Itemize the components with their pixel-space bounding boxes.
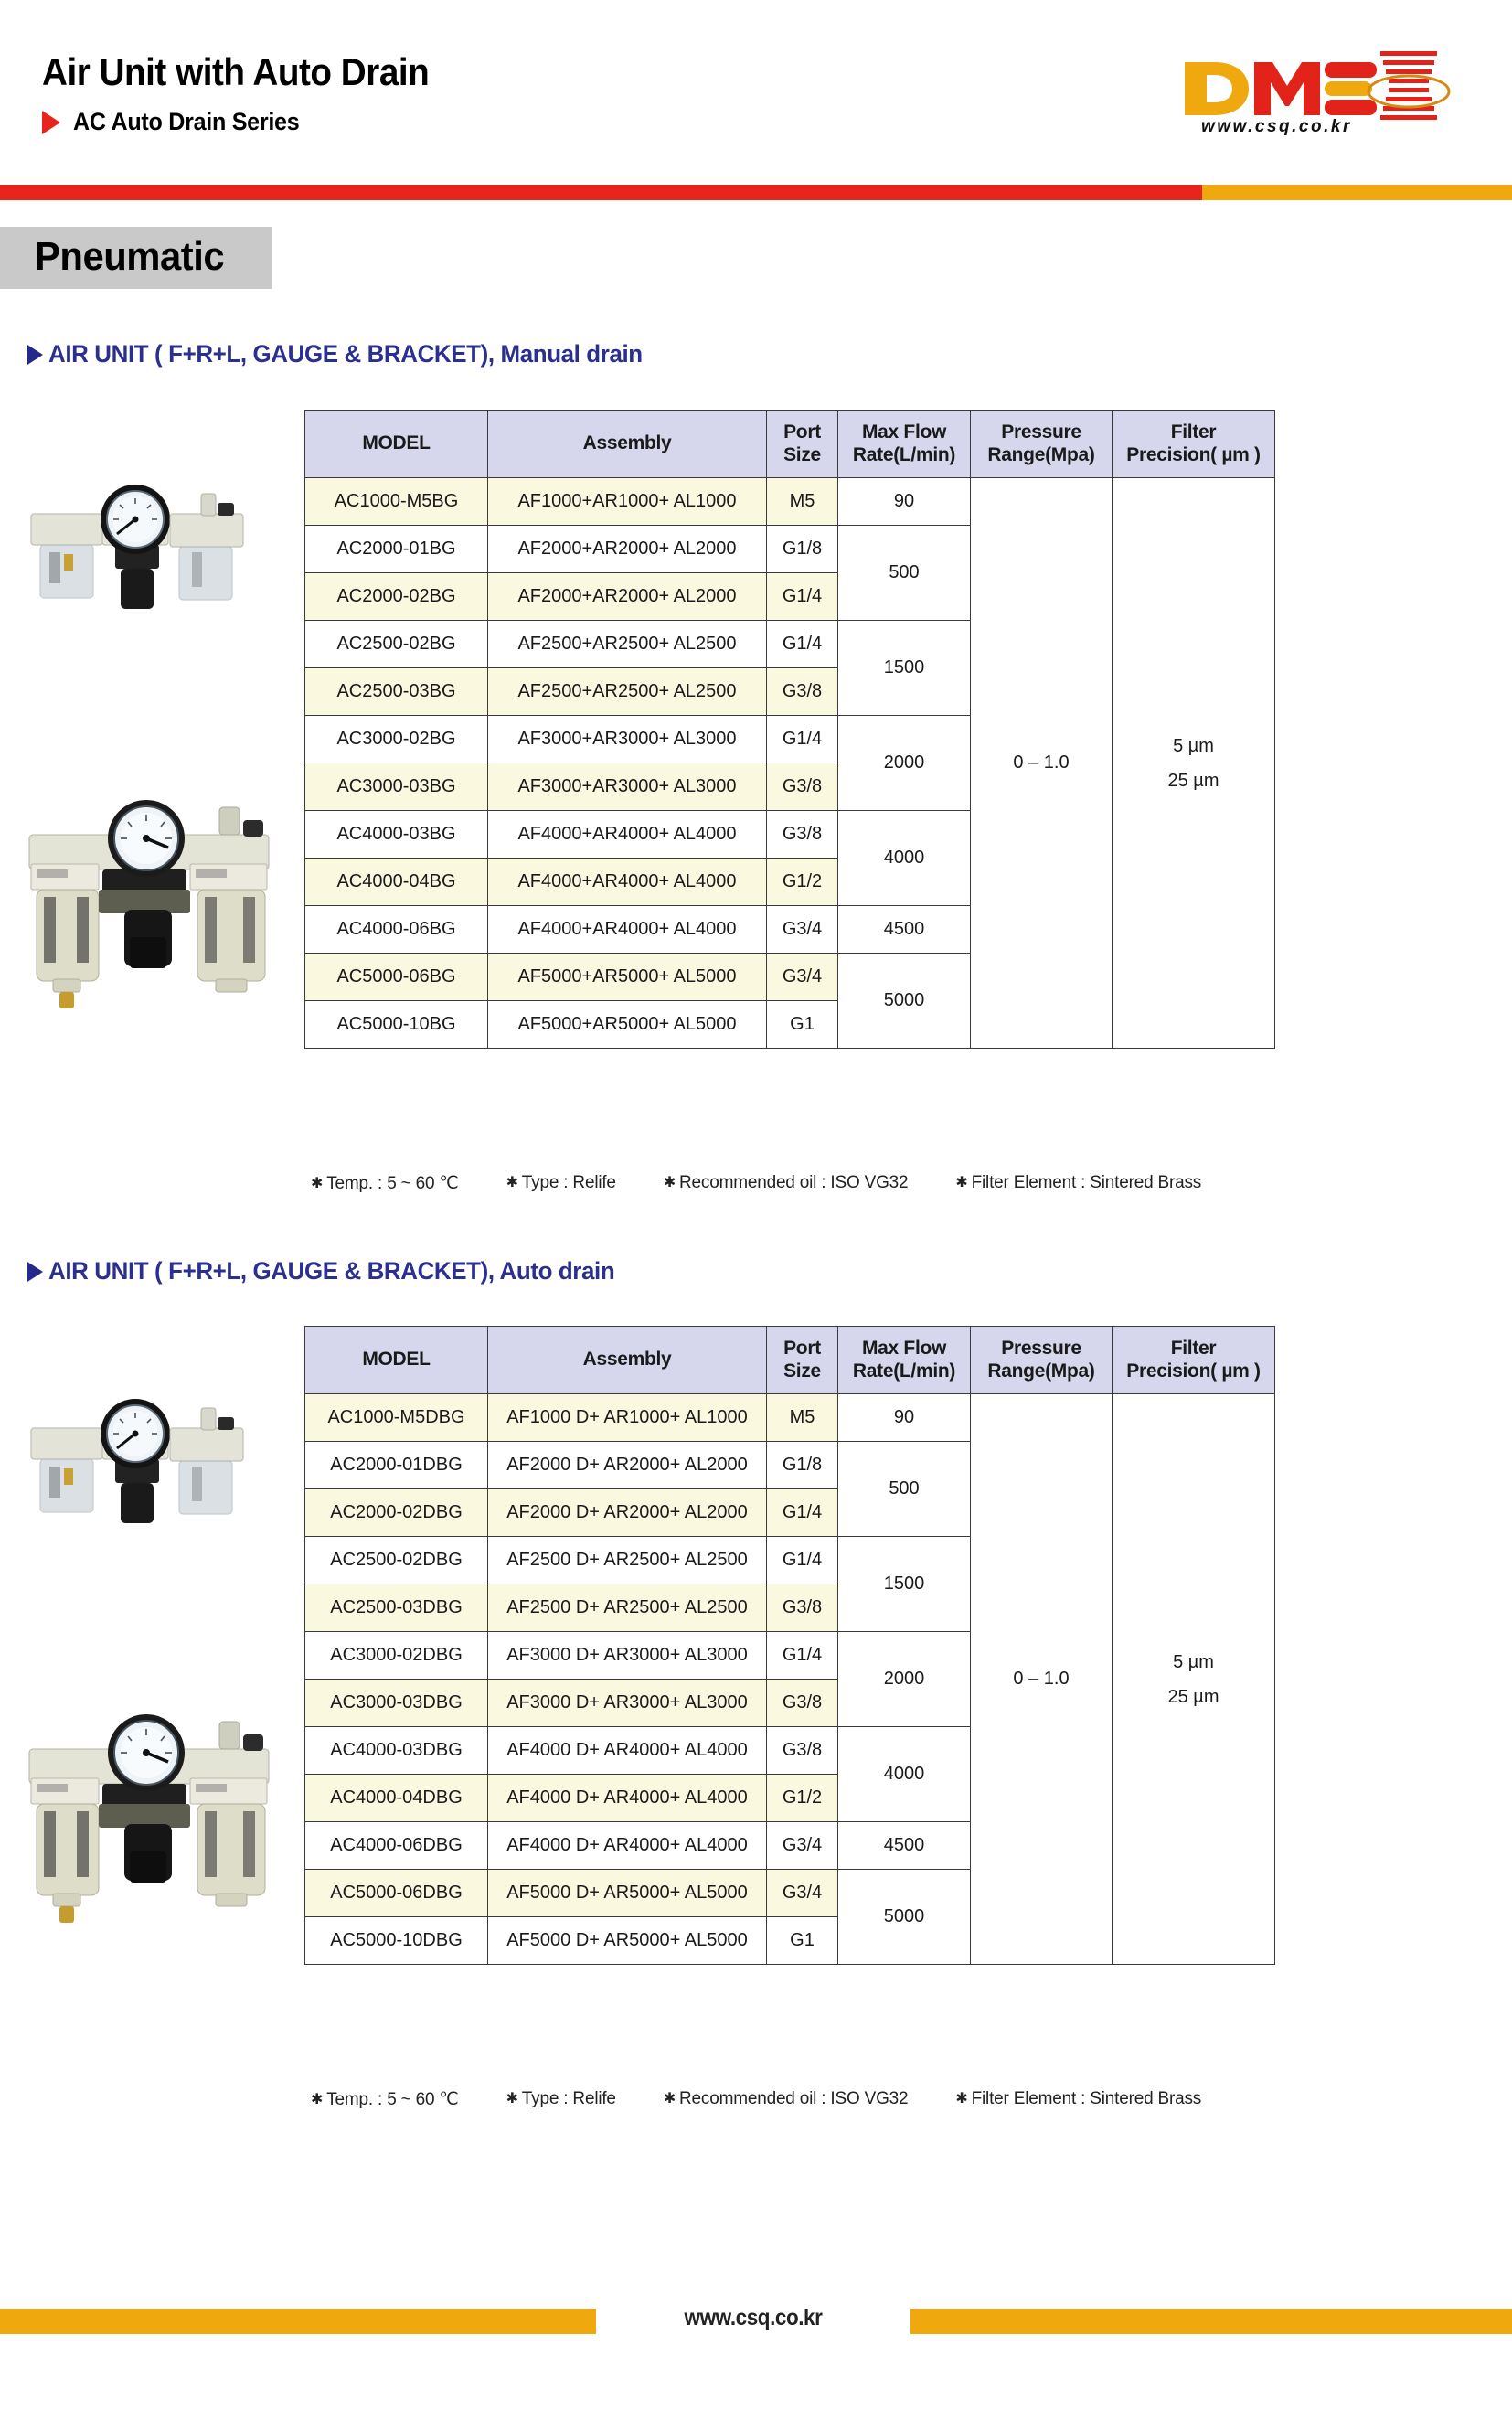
title-block (42, 50, 463, 136)
cell-port-size: G1/2 (767, 1775, 838, 1822)
cell-model: AC4000-06BG (305, 906, 488, 954)
header-divider (0, 185, 1512, 200)
cell-filter-precision (1113, 478, 1275, 1049)
cell-model: AC4000-03BG (305, 811, 488, 859)
cell-assembly: AF4000+AR4000+ AL4000 (488, 859, 767, 906)
cell-port-size: G1/4 (767, 1632, 838, 1680)
cell-port-size: G1/4 (767, 1537, 838, 1584)
cell-port-size: G3/8 (767, 763, 838, 811)
cell-model: AC3000-03DBG (305, 1680, 488, 1727)
col-header-port-size: Port Size (767, 411, 838, 478)
cell-pressure-range: 0 – 1.0 (971, 1394, 1113, 1965)
cell-assembly: AF3000+AR3000+ AL3000 (488, 763, 767, 811)
cell-assembly: AF4000 D+ AR4000+ AL4000 (488, 1822, 767, 1870)
col-header-model: MODEL (305, 411, 488, 478)
page-title: Air Unit with Auto Drain (42, 50, 430, 93)
section-heading-label: AIR UNIT ( F+R+L, GAUGE & BRACKET), Auto drain (48, 1257, 615, 1285)
cell-model: AC2000-01BG (305, 526, 488, 573)
footnotes-auto-drain (311, 2089, 1201, 2110)
product-photo-frl-auto-small (13, 1371, 287, 1536)
cell-assembly: AF5000+AR5000+ AL5000 (488, 954, 767, 1001)
pneumatic-banner-wrap (0, 227, 286, 289)
cell-port-size: G3/4 (767, 1870, 838, 1917)
cell-model: AC2500-02BG (305, 621, 488, 668)
col-header-model: MODEL (305, 1327, 488, 1394)
cell-model: AC2000-02DBG (305, 1489, 488, 1537)
cell-model: AC1000-M5BG (305, 478, 488, 526)
triangle-bullet-icon (27, 345, 43, 365)
section-heading-manual-drain (27, 340, 667, 368)
asterisk-icon: ✱ (506, 1175, 518, 1190)
cell-port-size: G1/4 (767, 1489, 838, 1537)
cell-port-size: M5 (767, 1394, 838, 1442)
cell-port-size: G1/4 (767, 573, 838, 621)
cell-max-flow-rate: 4000 (838, 1727, 971, 1822)
cell-model: AC2000-02BG (305, 573, 488, 621)
cell-assembly: AF2000 D+ AR2000+ AL2000 (488, 1489, 767, 1537)
cell-assembly: AF2500+AR2500+ AL2500 (488, 621, 767, 668)
spec-table-manual-drain (304, 410, 1275, 1049)
col-header-assembly: Assembly (488, 411, 767, 478)
cell-max-flow-rate: 4500 (838, 906, 971, 954)
cell-max-flow-rate: 90 (838, 1394, 971, 1442)
cell-port-size: G1/4 (767, 716, 838, 763)
dme-logo (1176, 35, 1477, 135)
cell-assembly: AF4000+AR4000+ AL4000 (488, 906, 767, 954)
cell-assembly: AF1000 D+ AR1000+ AL1000 (488, 1394, 767, 1442)
footnote-item: ✱ Recommended oil : ISO VG32 (663, 2089, 909, 2108)
cell-max-flow-rate: 4500 (838, 1822, 971, 1870)
logo-letter-e-mid (1325, 81, 1372, 96)
cell-port-size: G3/4 (767, 1822, 838, 1870)
pneumatic-banner: Pneumatic (0, 227, 272, 289)
cell-assembly: AF2000+AR2000+ AL2000 (488, 573, 767, 621)
footnote-item: ✱ Temp. : 5 ~ 60 ℃ (311, 2090, 459, 2109)
cell-assembly: AF2000+AR2000+ AL2000 (488, 526, 767, 573)
filter-precision-value: 25 µm (1167, 770, 1219, 791)
divider-amber-bar (1202, 185, 1512, 200)
cell-pressure-range: 0 – 1.0 (971, 478, 1113, 1049)
cell-assembly: AF4000 D+ AR4000+ AL4000 (488, 1775, 767, 1822)
cell-port-size: G3/8 (767, 811, 838, 859)
cell-port-size: G3/8 (767, 1680, 838, 1727)
table-row (305, 1394, 1275, 1442)
col-header-pressure-range: Pressure Range(Mpa) (971, 1327, 1113, 1394)
footer-url: www.csq.co.kr (684, 2305, 823, 2331)
cell-model: AC5000-10DBG (305, 1917, 488, 1965)
col-header-filter-precision: Filter Precision( µm ) (1113, 1327, 1275, 1394)
cell-max-flow-rate: 500 (838, 526, 971, 621)
product-photo-frl-manual-small (13, 457, 287, 622)
cell-assembly: AF5000 D+ AR5000+ AL5000 (488, 1917, 767, 1965)
filter-precision-value: 5 µm (1173, 735, 1214, 756)
col-header-max-flow-rate: Max Flow Rate(L/min) (838, 411, 971, 478)
cell-port-size: G1 (767, 1917, 838, 1965)
table-head (305, 1327, 1275, 1394)
triangle-bullet-icon (42, 111, 60, 134)
cell-max-flow-rate: 1500 (838, 621, 971, 716)
cell-assembly: AF2500+AR2500+ AL2500 (488, 668, 767, 716)
cell-model: AC1000-M5DBG (305, 1394, 488, 1442)
cell-model: AC3000-02DBG (305, 1632, 488, 1680)
cell-model: AC2000-01DBG (305, 1442, 488, 1489)
cell-assembly: AF2500 D+ AR2500+ AL2500 (488, 1537, 767, 1584)
asterisk-icon: ✱ (663, 1175, 676, 1190)
cell-max-flow-rate: 5000 (838, 1870, 971, 1965)
page-header (0, 0, 1512, 183)
cell-model: AC2500-03DBG (305, 1584, 488, 1632)
section-heading-auto-drain (27, 1257, 638, 1286)
table-body (305, 1394, 1275, 1965)
logo-letter-d (1185, 62, 1249, 115)
asterisk-icon: ✱ (311, 2092, 324, 2107)
cell-port-size: M5 (767, 478, 838, 526)
cell-model: AC2500-03BG (305, 668, 488, 716)
cell-port-size: G1/8 (767, 1442, 838, 1489)
cell-port-size: G1/4 (767, 621, 838, 668)
cell-model: AC5000-06DBG (305, 1870, 488, 1917)
cell-max-flow-rate: 90 (838, 478, 971, 526)
asterisk-icon: ✱ (311, 1176, 324, 1191)
footer-bar-right (910, 2309, 1512, 2334)
cell-max-flow-rate: 2000 (838, 1632, 971, 1727)
col-header-assembly: Assembly (488, 1327, 767, 1394)
footnote-item: ✱ Temp. : 5 ~ 60 ℃ (311, 1174, 459, 1193)
cell-assembly: AF2000 D+ AR2000+ AL2000 (488, 1442, 767, 1489)
cell-max-flow-rate: 5000 (838, 954, 971, 1049)
cell-assembly: AF1000+AR1000+ AL1000 (488, 478, 767, 526)
cell-model: AC5000-06BG (305, 954, 488, 1001)
cell-assembly: AF3000 D+ AR3000+ AL3000 (488, 1680, 767, 1727)
asterisk-icon: ✱ (955, 2091, 968, 2107)
logo-url: www.csq.co.kr (1201, 117, 1352, 135)
filter-precision-value: 5 µm (1173, 1651, 1214, 1672)
divider-red-bar (0, 185, 1202, 200)
product-photo-frl-auto-large (7, 1696, 291, 1947)
cell-model: AC5000-10BG (305, 1001, 488, 1049)
asterisk-icon: ✱ (506, 2091, 518, 2107)
cell-port-size: G1 (767, 1001, 838, 1049)
col-header-pressure-range: Pressure Range(Mpa) (971, 411, 1113, 478)
cell-port-size: G1/8 (767, 526, 838, 573)
cell-filter-precision (1113, 1394, 1275, 1965)
footnote-item: ✱ Type : Relife (506, 1173, 616, 1192)
table-row (305, 478, 1275, 526)
filter-precision-value: 25 µm (1167, 1686, 1219, 1707)
page-subtitle: AC Auto Drain Series (73, 108, 300, 135)
cell-assembly: AF4000+AR4000+ AL4000 (488, 811, 767, 859)
logo-letter-m (1254, 62, 1320, 115)
cell-port-size: G3/8 (767, 1584, 838, 1632)
logo-letter-e-top (1325, 62, 1377, 78)
table-body (305, 478, 1275, 1049)
section-heading-label: AIR UNIT ( F+R+L, GAUGE & BRACKET), Manual drain (48, 340, 643, 368)
col-header-filter-precision: Filter Precision( µm ) (1113, 411, 1275, 478)
cell-model: AC3000-03BG (305, 763, 488, 811)
cell-max-flow-rate: 2000 (838, 716, 971, 811)
footnote-item: ✱ Type : Relife (506, 2089, 616, 2108)
cell-assembly: AF5000+AR5000+ AL5000 (488, 1001, 767, 1049)
cell-max-flow-rate: 1500 (838, 1537, 971, 1632)
spec-table-auto-drain (304, 1326, 1275, 1965)
footer-bar-left (0, 2309, 596, 2334)
cell-port-size: G1/2 (767, 859, 838, 906)
triangle-bullet-icon (27, 1262, 43, 1282)
col-header-port-size: Port Size (767, 1327, 838, 1394)
cell-model: AC4000-04BG (305, 859, 488, 906)
page-subtitle-row (42, 108, 463, 136)
table-head (305, 411, 1275, 478)
cell-port-size: G3/8 (767, 1727, 838, 1775)
cell-assembly: AF3000+AR3000+ AL3000 (488, 716, 767, 763)
logo-emblem (1380, 51, 1437, 120)
cell-assembly: AF5000 D+ AR5000+ AL5000 (488, 1870, 767, 1917)
cell-model: AC3000-02BG (305, 716, 488, 763)
cell-port-size: G3/8 (767, 668, 838, 716)
col-header-max-flow-rate: Max Flow Rate(L/min) (838, 1327, 971, 1394)
footnotes-manual-drain (311, 1173, 1201, 1194)
cell-assembly: AF3000 D+ AR3000+ AL3000 (488, 1632, 767, 1680)
cell-port-size: G3/4 (767, 954, 838, 1001)
cell-max-flow-rate: 4000 (838, 811, 971, 906)
cell-port-size: G3/4 (767, 906, 838, 954)
cell-max-flow-rate: 500 (838, 1442, 971, 1537)
cell-assembly: AF2500 D+ AR2500+ AL2500 (488, 1584, 767, 1632)
footnote-item: ✱ Recommended oil : ISO VG32 (663, 1173, 909, 1192)
footnote-item: ✱ Filter Element : Sintered Brass (955, 1173, 1202, 1192)
cell-model: AC4000-03DBG (305, 1727, 488, 1775)
asterisk-icon: ✱ (955, 1175, 968, 1190)
footnote-item: ✱ Filter Element : Sintered Brass (955, 2089, 1202, 2108)
table-header-row (305, 411, 1275, 478)
product-photo-frl-manual-large (7, 782, 291, 1033)
cell-model: AC2500-02DBG (305, 1537, 488, 1584)
cell-assembly: AF4000 D+ AR4000+ AL4000 (488, 1727, 767, 1775)
logo-letter-e-bottom (1325, 100, 1377, 115)
cell-model: AC4000-06DBG (305, 1822, 488, 1870)
asterisk-icon: ✱ (663, 2091, 676, 2107)
page-footer (0, 2305, 1512, 2334)
cell-model: AC4000-04DBG (305, 1775, 488, 1822)
table-header-row (305, 1327, 1275, 1394)
